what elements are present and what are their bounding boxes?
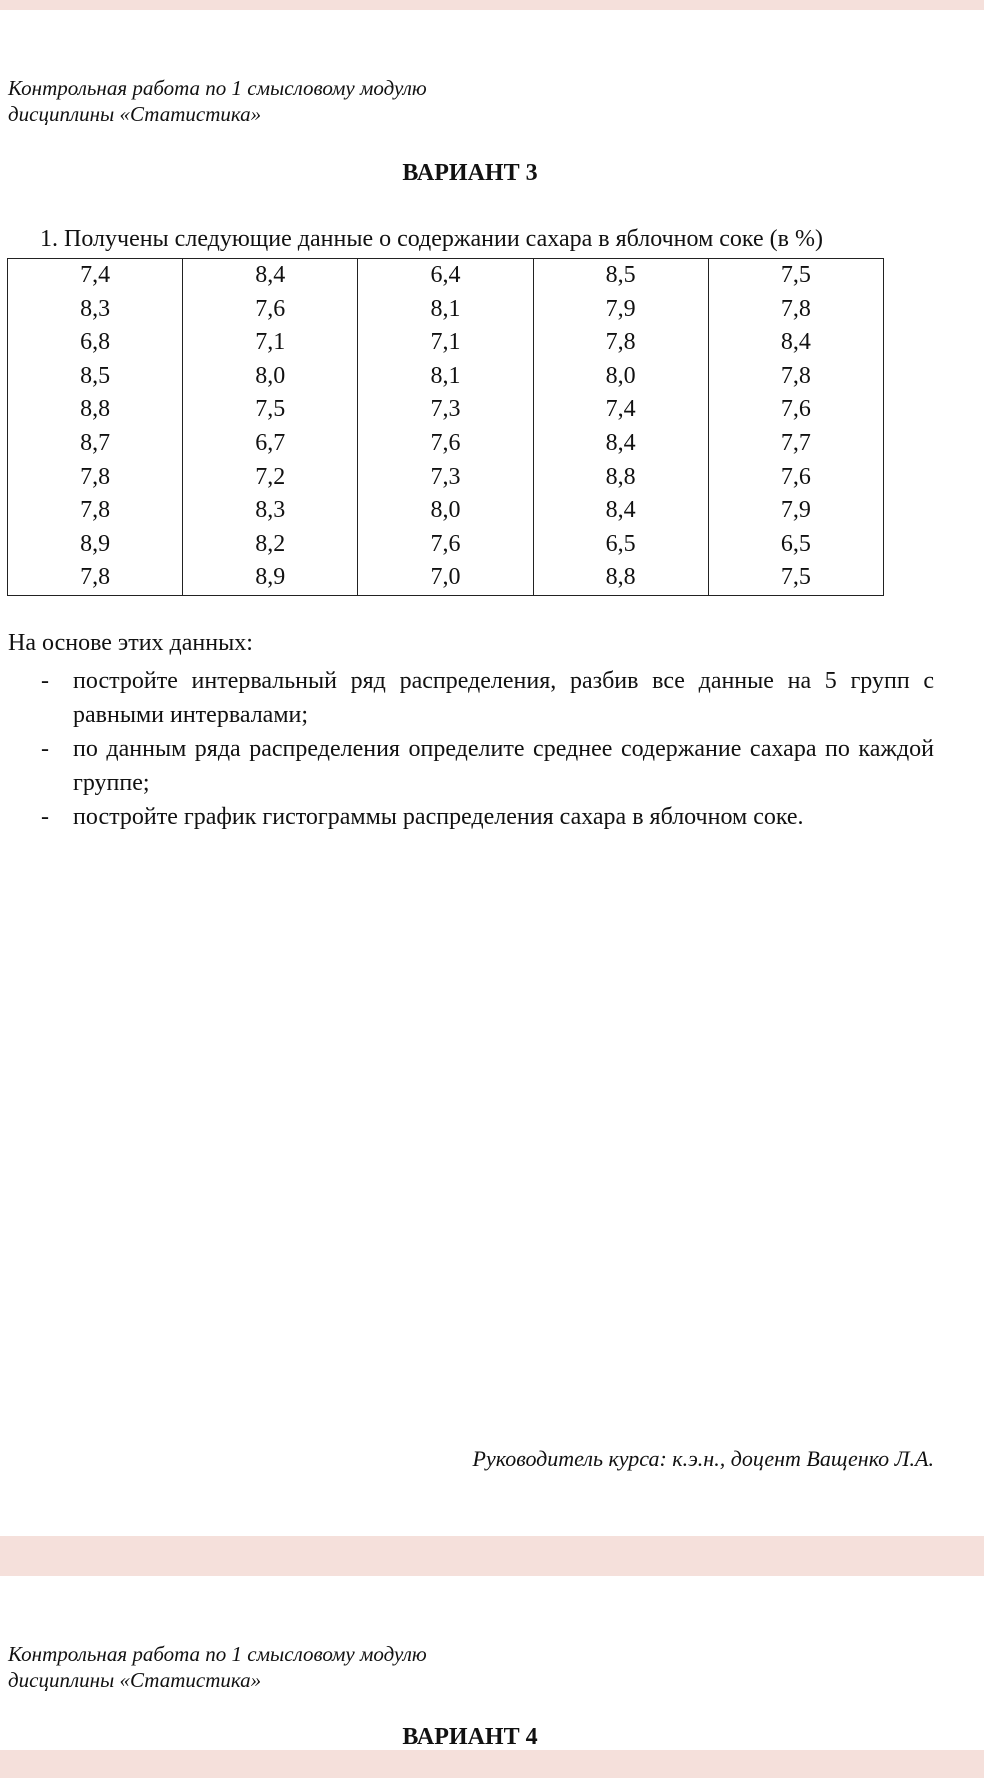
course-supervisor-signature: Руководитель курса: к.э.н., доцент Ващенко Л.А. [472,1446,934,1471]
table-cell: 6,7 [183,427,358,461]
page-separator-bottom [0,1750,984,1778]
table-cell: 7,6 [358,427,533,461]
table-cell: 8,2 [183,528,358,562]
table-cell: 7,6 [708,393,883,427]
instructions-list [8,664,934,834]
table-cell: 7,4 [8,259,183,293]
table-cell: 7,6 [183,293,358,327]
table-cell: 8,8 [533,561,708,595]
instruction-item [8,800,934,834]
table-cell: 8,8 [8,393,183,427]
table-cell: 8,0 [183,360,358,394]
sugar-data-table [7,258,884,596]
table-cell: 7,3 [358,461,533,495]
instruction-item [8,732,934,800]
table-cell: 8,4 [533,427,708,461]
table-row [8,494,884,528]
table-cell: 8,7 [8,427,183,461]
table-cell: 8,1 [358,360,533,394]
course-header-page-2 [8,1641,427,1693]
table-cell: 8,1 [358,293,533,327]
table-row [8,427,884,461]
table-cell: 8,3 [183,494,358,528]
instruction-text: по данным ряда распределения определите среднее содержание сахара по каждой группе; [73,736,934,796]
table-cell: 8,4 [183,259,358,293]
bullet-dash: - [41,804,49,830]
table-cell: 8,4 [533,494,708,528]
instruction-text: постройте интервальный ряд распределения, разбив все данные на 5 групп с равными интервалами; [73,668,934,728]
table-cell: 7,1 [183,326,358,360]
table-cell: 7,6 [358,528,533,562]
table-cell: 8,5 [8,360,183,394]
table-cell: 6,8 [8,326,183,360]
table-cell: 6,5 [533,528,708,562]
table-row [8,259,884,293]
table-cell: 7,9 [708,494,883,528]
table-cell: 8,0 [533,360,708,394]
table-cell: 8,0 [358,494,533,528]
variant-title-page-2: ВАРИАНТ 4 [402,1724,538,1750]
table-cell: 7,8 [708,360,883,394]
table-cell: 7,8 [533,326,708,360]
table-cell: 7,5 [708,259,883,293]
bullet-dash: - [41,668,49,694]
table-row [8,393,884,427]
table-cell: 8,8 [533,461,708,495]
table-cell: 7,8 [8,461,183,495]
table-cell: 8,3 [8,293,183,327]
instruction-item [8,664,934,732]
table-cell: 8,4 [708,326,883,360]
table-cell: 7,5 [708,561,883,595]
table-row [8,360,884,394]
table-row [8,561,884,595]
table-cell: 7,9 [533,293,708,327]
bullet-dash: - [41,736,49,762]
course-header-line-2: дисциплины «Статистика» [8,102,262,126]
table-cell: 6,4 [358,259,533,293]
page-separator [0,1536,984,1576]
task-statement: 1. Получены следующие данные о содержании сахара в яблочном соке (в %) [40,226,823,252]
table-row [8,326,884,360]
course-header-line-1: Контрольная работа по 1 смысловому модулю [8,1642,427,1666]
table-cell: 7,1 [358,326,533,360]
table-cell: 7,8 [8,494,183,528]
course-header-line-1: Контрольная работа по 1 смысловому модулю [8,76,427,100]
table-cell: 6,5 [708,528,883,562]
table-cell: 8,9 [183,561,358,595]
table-cell: 7,6 [708,461,883,495]
table-row [8,293,884,327]
instruction-text: постройте график гистограммы распределения сахара в яблочном соке. [73,804,804,830]
table-cell: 7,5 [183,393,358,427]
table-cell: 8,5 [533,259,708,293]
table-cell: 7,0 [358,561,533,595]
table-cell: 7,8 [8,561,183,595]
course-header [8,75,427,127]
table-cell: 7,4 [533,393,708,427]
table-row [8,461,884,495]
table-cell: 8,9 [8,528,183,562]
table-cell: 7,3 [358,393,533,427]
table-row [8,528,884,562]
table-cell: 7,2 [183,461,358,495]
table-cell: 7,8 [708,293,883,327]
instructions-intro: На основе этих данных: [8,630,253,656]
table-cell: 7,7 [708,427,883,461]
variant-title: ВАРИАНТ 3 [402,160,538,186]
course-header-line-2: дисциплины «Статистика» [8,1668,262,1692]
page-separator-top [0,0,984,10]
